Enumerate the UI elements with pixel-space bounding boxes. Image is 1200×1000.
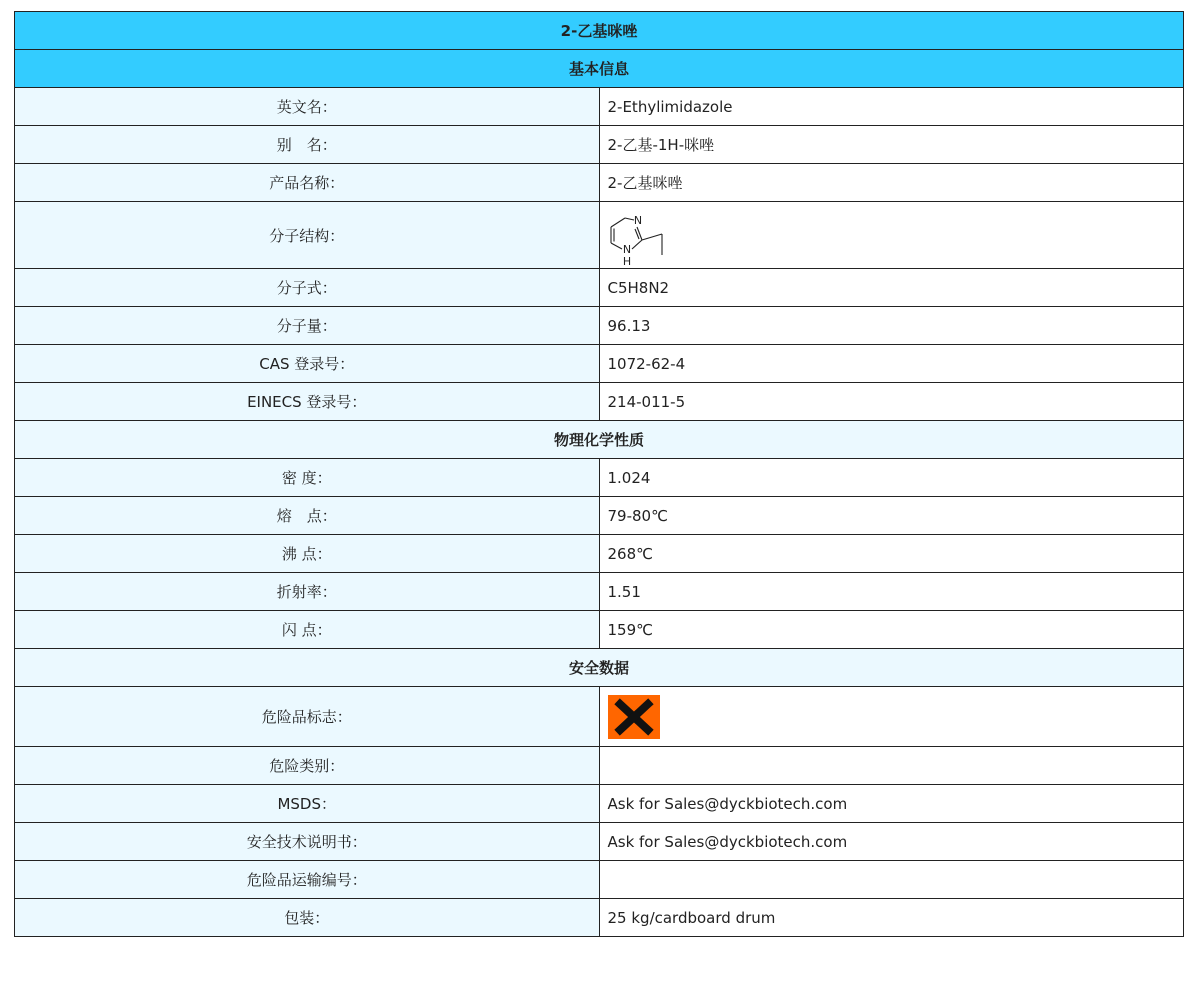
structure-cell bbox=[599, 202, 1184, 269]
section-safety-header: 安全数据 bbox=[15, 649, 1184, 687]
table-row bbox=[15, 687, 1184, 747]
packing-label: 包装： bbox=[15, 899, 600, 937]
section-physchem-header: 物理化学性质 bbox=[15, 421, 1184, 459]
table-row bbox=[15, 345, 1184, 383]
table-row bbox=[15, 202, 1184, 269]
structure-label: 分子结构： bbox=[15, 202, 600, 269]
flash-point-label: 闪 点： bbox=[15, 611, 600, 649]
density-label: 密 度： bbox=[15, 459, 600, 497]
harmful-x-icon bbox=[608, 695, 660, 739]
refractive-index-value: 1.51 bbox=[599, 573, 1184, 611]
transport-number-label: 危险品运输编号： bbox=[15, 861, 600, 899]
table-row bbox=[15, 535, 1184, 573]
table-row bbox=[15, 573, 1184, 611]
refractive-index-label: 折射率： bbox=[15, 573, 600, 611]
english-name-label: 英文名： bbox=[15, 88, 600, 126]
structure-atom-n: N bbox=[633, 214, 642, 227]
table-row bbox=[15, 861, 1184, 899]
msds-label: MSDS： bbox=[15, 785, 600, 823]
einecs-value: 214-011-5 bbox=[599, 383, 1184, 421]
product-name-value: 2-乙基咪唑 bbox=[599, 164, 1184, 202]
table-row bbox=[15, 126, 1184, 164]
alias-value: 2-乙基-1H-咪唑 bbox=[599, 126, 1184, 164]
hazard-symbol-label: 危险品标志： bbox=[15, 687, 600, 747]
transport-number-value bbox=[599, 861, 1184, 899]
packing-value: 25 kg/cardboard drum bbox=[599, 899, 1184, 937]
flash-point-value: 159℃ bbox=[599, 611, 1184, 649]
product-info-table bbox=[14, 11, 1184, 937]
table-row bbox=[15, 899, 1184, 937]
table-row bbox=[15, 611, 1184, 649]
molecular-structure-image bbox=[608, 209, 678, 268]
section-basic-info-header: 基本信息 bbox=[15, 50, 1184, 88]
table-row bbox=[15, 459, 1184, 497]
table-row bbox=[15, 497, 1184, 535]
english-name-value: 2-Ethylimidazole bbox=[599, 88, 1184, 126]
table-row bbox=[15, 823, 1184, 861]
table-row bbox=[15, 269, 1184, 307]
molecular-weight-label: 分子量： bbox=[15, 307, 600, 345]
table-row bbox=[15, 164, 1184, 202]
hazard-symbol-cell bbox=[599, 687, 1184, 747]
alias-label: 别 名： bbox=[15, 126, 600, 164]
table-row bbox=[15, 307, 1184, 345]
table-row bbox=[15, 88, 1184, 126]
structure-atom-nh-n: N bbox=[622, 243, 631, 256]
hazard-class-label: 危险类别： bbox=[15, 747, 600, 785]
boiling-point-value: 268℃ bbox=[599, 535, 1184, 573]
molecular-weight-value: 96.13 bbox=[599, 307, 1184, 345]
table-row bbox=[15, 785, 1184, 823]
cas-value: 1072-62-4 bbox=[599, 345, 1184, 383]
hazard-class-value bbox=[599, 747, 1184, 785]
cas-label: CAS 登录号： bbox=[15, 345, 600, 383]
melting-point-value: 79-80℃ bbox=[599, 497, 1184, 535]
einecs-label: EINECS 登录号： bbox=[15, 383, 600, 421]
table-row bbox=[15, 383, 1184, 421]
formula-value: C5H8N2 bbox=[599, 269, 1184, 307]
melting-point-label: 熔 点： bbox=[15, 497, 600, 535]
structure-atom-h: H bbox=[622, 255, 631, 268]
msds-value: Ask for Sales@dyckbiotech.com bbox=[599, 785, 1184, 823]
formula-label: 分子式： bbox=[15, 269, 600, 307]
density-value: 1.024 bbox=[599, 459, 1184, 497]
product-name-label: 产品名称： bbox=[15, 164, 600, 202]
sds-value: Ask for Sales@dyckbiotech.com bbox=[599, 823, 1184, 861]
table-row bbox=[15, 747, 1184, 785]
boiling-point-label: 沸 点： bbox=[15, 535, 600, 573]
page-title: 2-乙基咪唑 bbox=[15, 12, 1184, 50]
sds-label: 安全技术说明书： bbox=[15, 823, 600, 861]
